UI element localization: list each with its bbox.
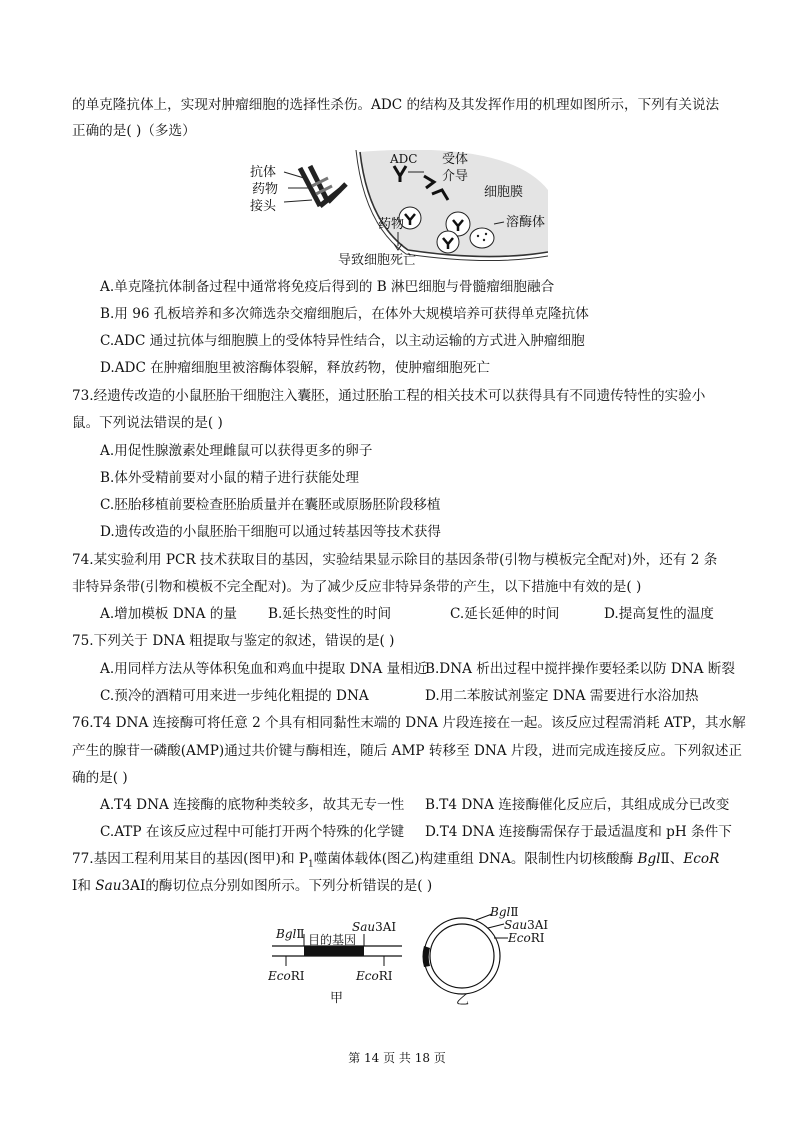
svg-text:Sau3AⅠ: Sau3AⅠ <box>504 918 549 932</box>
label-drug: 药物 <box>252 182 279 197</box>
label-linker: 接头 <box>250 199 277 214</box>
q77-stem-1: 77.基因工程利用某目的基因(图甲)和 $P_1$噬菌体载体(图乙)构建重组 DNA。限制性内切核酸酶 BglⅡ、EcoR <box>72 851 720 870</box>
q74-stem-2: 非特异条带(引物和模板不完全配对)。为了减少反应非特异条带的产生，以下措施中有效的是( ) <box>72 579 642 595</box>
q76-stem-2: 产生的腺苷一磷酸(AMP)通过共价键与酶相连，随后 AMP 转移至 DNA 片段，进而完成连接反应。下列叙述正 <box>72 743 743 759</box>
q73-option-d: D.遗传改造的小鼠胚胎干细胞可以通过转基因等技术获得 <box>100 524 441 540</box>
q76-stem-1: 76.T4 DNA 连接酶可将任意 2 个具有相同黏性末端的 DNA 片段连接在一起。该反应过程需消耗 ATP，其水解 <box>72 715 746 731</box>
q74-stem-1: 74.某实验利用 PCR 技术获取目的基因，实验结果显示除目的基因条带(引物与模板完全配对)外，还有 2 条 <box>72 552 718 568</box>
q73-stem-1: 73.经遗传改造的小鼠胚胎干细胞注入囊胚，通过胚胎工程的相关技术可以获得具有不同遗传特性的实验小 <box>72 388 706 404</box>
adc-mechanism-figure <box>248 150 548 268</box>
q76-option-a: A.T4 DNA 连接酶的底物种类较多，故其无专一性 <box>100 797 405 813</box>
svg-text:EcoRⅠ: EcoRⅠ <box>268 969 305 983</box>
q73-stem-2: 鼠。下列说法错误的是( ) <box>72 415 223 431</box>
q72-option-c: C.ADC 通过抗体与细胞膜上的受体特异性结合，以主动运输的方式进入肿瘤细胞 <box>100 333 585 349</box>
label-adc: ADC <box>390 152 418 166</box>
gene-vector-figure <box>268 904 558 1010</box>
lysosome-icon <box>470 228 494 248</box>
q74-option-c: C.延长延伸的时间 <box>450 606 560 622</box>
q75-option-c: C.预冷的酒精可用来进一步纯化粗提的 DNA <box>100 688 369 704</box>
intro-line-2: 正确的是( )（多选） <box>72 123 196 139</box>
q72-option-b: B.用 96 孔板培养和多次筛选杂交瘤细胞后，在体外大规模培养可获得单克隆抗体 <box>100 306 589 322</box>
label-drug-inside: 药物 <box>378 217 405 232</box>
q76-option-c: C.ATP 在该反应过程中可能打开两个特殊的化学键 <box>100 824 405 840</box>
page-footer: 第 14 页 共 18 页 <box>348 1051 446 1065</box>
label-fig-jia: 甲 <box>330 991 344 1006</box>
label-membrane: 细胞膜 <box>484 185 524 200</box>
label-receptor: 受体 <box>442 152 469 167</box>
svg-text:BglⅡ: BglⅡ <box>490 905 519 919</box>
svg-text:Sau3AⅠ: Sau3AⅠ <box>352 920 397 934</box>
q75-option-a: A.用同样方法从等体积兔血和鸡血中提取 DNA 量相近 <box>100 661 428 677</box>
q75-option-b: B.DNA 析出过程中搅拌操作要轻柔以防 DNA 断裂 <box>425 661 735 677</box>
q74-option-b: B.延长热变性的时间 <box>268 606 392 622</box>
q76-stem-3: 确的是( ) <box>72 770 128 786</box>
svg-text:BglⅡ: BglⅡ <box>276 927 305 941</box>
q72-option-a: A.单克隆抗体制备过程中通常将免疫后得到的 B 淋巴细胞与骨髓瘤细胞融合 <box>100 279 555 295</box>
label-cell-death: 导致细胞死亡 <box>338 253 417 268</box>
q76-option-d: D.T4 DNA 连接酶需保存于最适温度和 pH 条件下 <box>425 824 732 840</box>
q75-stem: 75.下列关于 DNA 粗提取与鉴定的叙述，错误的是( ) <box>72 633 395 649</box>
q73-option-c: C.胚胎移植前要检查胚胎质量并在囊胚或原肠胚阶段移植 <box>100 497 441 513</box>
intro-line-1: 的单克隆抗体上，实现对肿瘤细胞的选择性杀伤。ADC 的结构及其发挥作用的机理如图所示，下列有关说法 <box>72 97 720 113</box>
label-lysosome: 溶酶体 <box>506 215 546 230</box>
q74-option-a: A.增加模板 DNA 的量 <box>100 606 237 622</box>
target-gene-diagram <box>268 920 402 1006</box>
q73-option-b: B.体外受精前要对小鼠的精子进行获能处理 <box>100 470 359 486</box>
q73-option-a: A.用促性腺激素处理雌鼠可以获得更多的卵子 <box>100 443 373 459</box>
label-antibody: 抗体 <box>250 165 277 180</box>
q76-option-b: B.T4 DNA 连接酶催化反应后，其组成成分已改变 <box>425 797 730 813</box>
q74-option-d: D.提高复性的温度 <box>604 606 714 622</box>
svg-text:EcoRⅠ: EcoRⅠ <box>508 931 545 945</box>
q77-stem-2: Ⅰ和 Sau3AⅠ的酶切位点分别如图所示。下列分析错误的是( ) <box>72 878 433 894</box>
label-fig-yi: 乙 <box>456 993 470 1008</box>
label-target-gene: 目的基因 <box>308 933 357 947</box>
label-mediated: 介导 <box>442 169 469 184</box>
phage-vector-diagram <box>423 905 549 1008</box>
q75-option-d: D.用二苯胺试剂鉴定 DNA 需要进行水浴加热 <box>425 688 699 704</box>
svg-text:EcoRⅠ: EcoRⅠ <box>356 969 393 983</box>
q72-option-d: D.ADC 在肿瘤细胞里被溶酶体裂解，释放药物，使肿瘤细胞死亡 <box>100 360 491 376</box>
